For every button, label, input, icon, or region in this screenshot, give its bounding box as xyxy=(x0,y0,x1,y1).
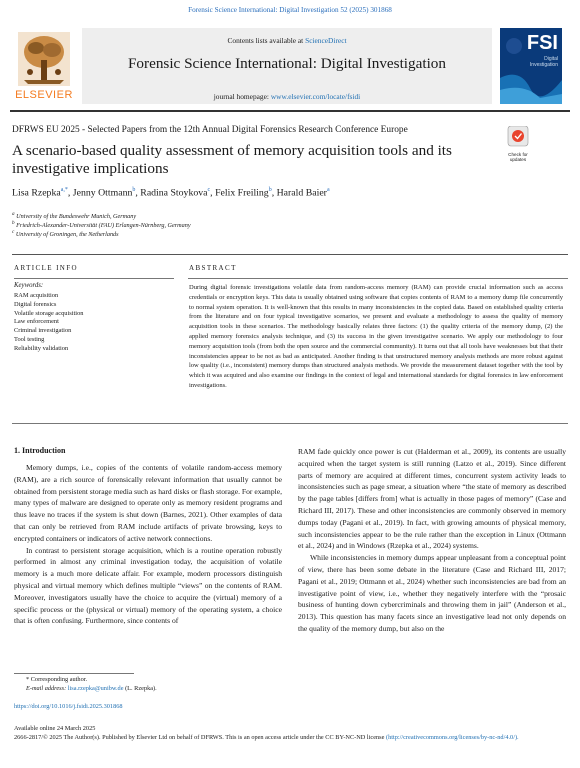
journal-cover-image[interactable] xyxy=(500,28,562,104)
doi-link[interactable]: https://doi.org/10.1016/j.fsidi.2025.301868 xyxy=(14,703,123,710)
article-title: A scenario-based quality assessment of memory acquisition tools and its investigative implications xyxy=(12,142,452,177)
affiliation-marker: b xyxy=(12,220,15,226)
body-paragraph: While inconsistencies in memory dumps appear unpleasant from a conceptual point of view, there has been some debate in the literature (Case and Richard III, 2017; Pagani et al., 2019; Ottmann et al., 2024) whether such inconsistencies are bad from an investigative point of view, i.e., whether they negatively interfere with the “prosaic business of hunting down cybercriminals and throwing them in jail” (Anderson et al., 2013). This question has many facets since an investigative lead not only depends on the quality of the memory dump, but also on the xyxy=(298,553,566,633)
keyword-item: Law enforcement xyxy=(14,318,59,326)
author-name[interactable]: Felix Freiling xyxy=(215,187,269,199)
corresponding-text: Corresponding author. xyxy=(30,676,88,683)
header-divider xyxy=(12,254,568,255)
author-name[interactable]: Lisa Rzepka xyxy=(12,187,61,199)
abstract-divider xyxy=(12,423,568,424)
homepage-prefix: journal homepage: xyxy=(213,92,269,101)
publisher-logo-text: ELSEVIER xyxy=(15,89,73,101)
sciencedirect-link[interactable]: ScienceDirect xyxy=(305,36,347,45)
body-column-left xyxy=(14,462,282,627)
license-text: 2666-2817/© 2025 The Author(s). Published by Elsevier Ltd on behalf of DFRWS. This is an open access article under the CC BY-NC-ND license xyxy=(14,734,385,741)
abstract-body: During digital forensic investigations volatile data from random-access memory (RAM) can provide crucial information such as access credentials or encryption keys. This data is usually obtained using software that copies contents of RAM to a memory dump file concurrently to normal system operation. It is well-known that this results in many inconsistencies in the copied data. Based on established quality criteria from the literature and on four typical investigative scenarios, we present and evaluate a methodology to assess the quality of memory acquisition tools in these scenarios. The methodology basically relates three factors: (1) the quality criteria of the memory dump, (2) the applied memory forensics analysis technique, and (3) its success in the given investigative scenario. We apply our methodology to four memory acquisition tools (from both the open source and the commercial community). It turns out that all tools have weaknesses but that their inconsistencies appear to be not as bad as anticipated. Another finding is that unstructured memory analysis methods are more robust against low quality (i.e., inconsistent) memory dumps than structured analysis methods. We provide the measurement dataset together with the tool by which it was acquired and also examine our findings in the context of legal and international standards for digital forensics in law enforcement investigations. xyxy=(189,284,563,389)
homepage-link[interactable]: www.elsevier.com/locate/fsidi xyxy=(270,92,361,101)
email-note xyxy=(26,685,157,692)
keyword-item: RAM acquisition xyxy=(14,292,59,299)
abstract-heading: ABSTRACT xyxy=(189,264,237,272)
abstract-rule xyxy=(188,278,568,279)
author-name[interactable]: Harald Baier xyxy=(276,187,327,199)
author-affiliation-marker[interactable]: b xyxy=(132,187,136,193)
elsevier-logo[interactable] xyxy=(10,28,78,104)
body-paragraph: In contrast to persistent storage acquisition, which is a routine operation robustly performed in almost any criminal investigation today, the acquisition of volatile memory is a much more delicate affair. For example, modern processors distinguish physical and virtual memory which defines multiple “views” on the contents of RAM. Moreover, investigators usually have the choice to acquire the (virtual) memory of a specific process or the (physical or virtual) memory of the operating system, a choice that is often confusing. Furthermore, since contents of xyxy=(14,545,282,626)
contents-prefix: Contents lists available at xyxy=(227,36,304,45)
author-affiliation-marker[interactable]: a xyxy=(326,187,330,193)
body-paragraph: Memory dumps, i.e., copies of the contents of volatile random-access memory (RAM), are a rich source of forensically relevant information that usually cannot be obtained from persistent storage media such as hard disks or flash storage. For example, many types of malware are designed to operate only as memory resident programs and thus leave no traces if the system is shut down (Barnes, 2021). Other examples of data that can only be retrieved from RAM include artifacts of private browsing, keys to encrypted containers or indicators of active network connections. xyxy=(14,463,282,543)
check-updates-label: Check for updates xyxy=(508,152,528,162)
check-for-updates-button[interactable] xyxy=(500,126,536,162)
author-affiliation-marker[interactable]: a,* xyxy=(60,187,68,193)
journal-citation-line[interactable]: Forensic Science International: Digital Investigation 52 (2025) 301868 xyxy=(188,6,392,14)
affiliation-marker: c xyxy=(12,229,15,235)
author-name[interactable]: Jenny Ottmann xyxy=(72,187,133,199)
license-link[interactable]: (http://creativecommons.org/licenses/by-nc-nd/4.0/). xyxy=(386,734,519,741)
keyword-item: Criminal investigation xyxy=(14,327,72,335)
keywords-list xyxy=(14,292,83,354)
keyword-item: Tool testing xyxy=(14,335,45,343)
masthead-divider xyxy=(10,110,570,112)
article-info-heading: ARTICLE INFO xyxy=(14,264,79,272)
author-affiliation-marker[interactable]: c xyxy=(207,187,211,193)
footnote-divider xyxy=(14,673,134,674)
keyword-item: Reliability validation xyxy=(14,344,69,352)
affiliation-c xyxy=(12,229,119,238)
author-affiliation-marker[interactable]: b xyxy=(268,187,272,193)
email-suffix: (L. Rzepka). xyxy=(125,685,157,692)
license-statement xyxy=(14,733,566,742)
affiliation-b xyxy=(12,220,191,229)
email-link[interactable]: lisa.rzepka@unibw.de xyxy=(67,685,124,692)
body-column-right xyxy=(298,446,566,635)
affiliation-text: Friedrich-Alexander-Universität (FAU) Erlangen-Nürnberg, Germany xyxy=(16,222,191,230)
keywords-label: Keywords: xyxy=(14,282,44,289)
homepage-line xyxy=(82,92,492,101)
author-list: Lisa Rzepka$^{a,*}$, Jenny Ottmann$^b$, Radina Stoykova$^c$, Felix Freiling$^b$, Harald Baier$^a$ xyxy=(12,187,330,199)
cover-subtitle: Digital Investigation xyxy=(529,56,558,68)
author-name[interactable]: Radina Stoykova xyxy=(140,187,208,199)
corresponding-author-note xyxy=(26,676,87,683)
contents-line xyxy=(82,36,492,45)
keyword-item: Volatile storage acquisition xyxy=(14,309,84,317)
affiliation-text: University of the Bundeswehr Munich, Germany xyxy=(16,213,137,221)
introduction-heading: 1. Introduction xyxy=(14,446,66,455)
check-updates-icon xyxy=(500,126,536,148)
affiliation-marker: a xyxy=(12,211,15,217)
email-label: E-mail address: xyxy=(26,685,67,692)
cover-art-icon xyxy=(500,28,562,104)
available-online-date: Available online 24 March 2025 xyxy=(14,725,96,732)
article-info-rule xyxy=(14,278,174,279)
journal-title[interactable]: Forensic Science International: Digital Investigation xyxy=(127,55,446,72)
special-issue-line: DFRWS EU 2025 - Selected Papers from the 12th Annual Digital Forensics Research Conference Europe xyxy=(12,125,408,135)
footnote-marker: * xyxy=(26,676,30,683)
affiliation-text: University of Groningen, the Netherlands xyxy=(15,231,119,239)
keyword-item: Digital forensics xyxy=(14,300,57,308)
body-paragraph: RAM fade quickly once power is cut (Halderman et al., 2009), its contents are usually acquired when the target system is still running (Latzo et al., 2019). Since different parts of memory are acquired at different times, concurrent system activity leads to inconsistencies such as page smear, a situation where “the state of memory as described by the page tables [differs from] what is actually in those pages of memory” (Case and Richard III, 2017). These and other inconsistencies are commonly observed in memory dumps today (Pagani et al., 2019). In fact, with growing amounts of physical memory, such inconsistencies appear to be the rule rather than the exception in Linux (Ottmann et al., 2024) and in Windows (Rzepka et al., 2024) systems. xyxy=(298,447,566,551)
cover-title: FSI xyxy=(526,32,558,54)
affiliation-a xyxy=(12,211,136,220)
